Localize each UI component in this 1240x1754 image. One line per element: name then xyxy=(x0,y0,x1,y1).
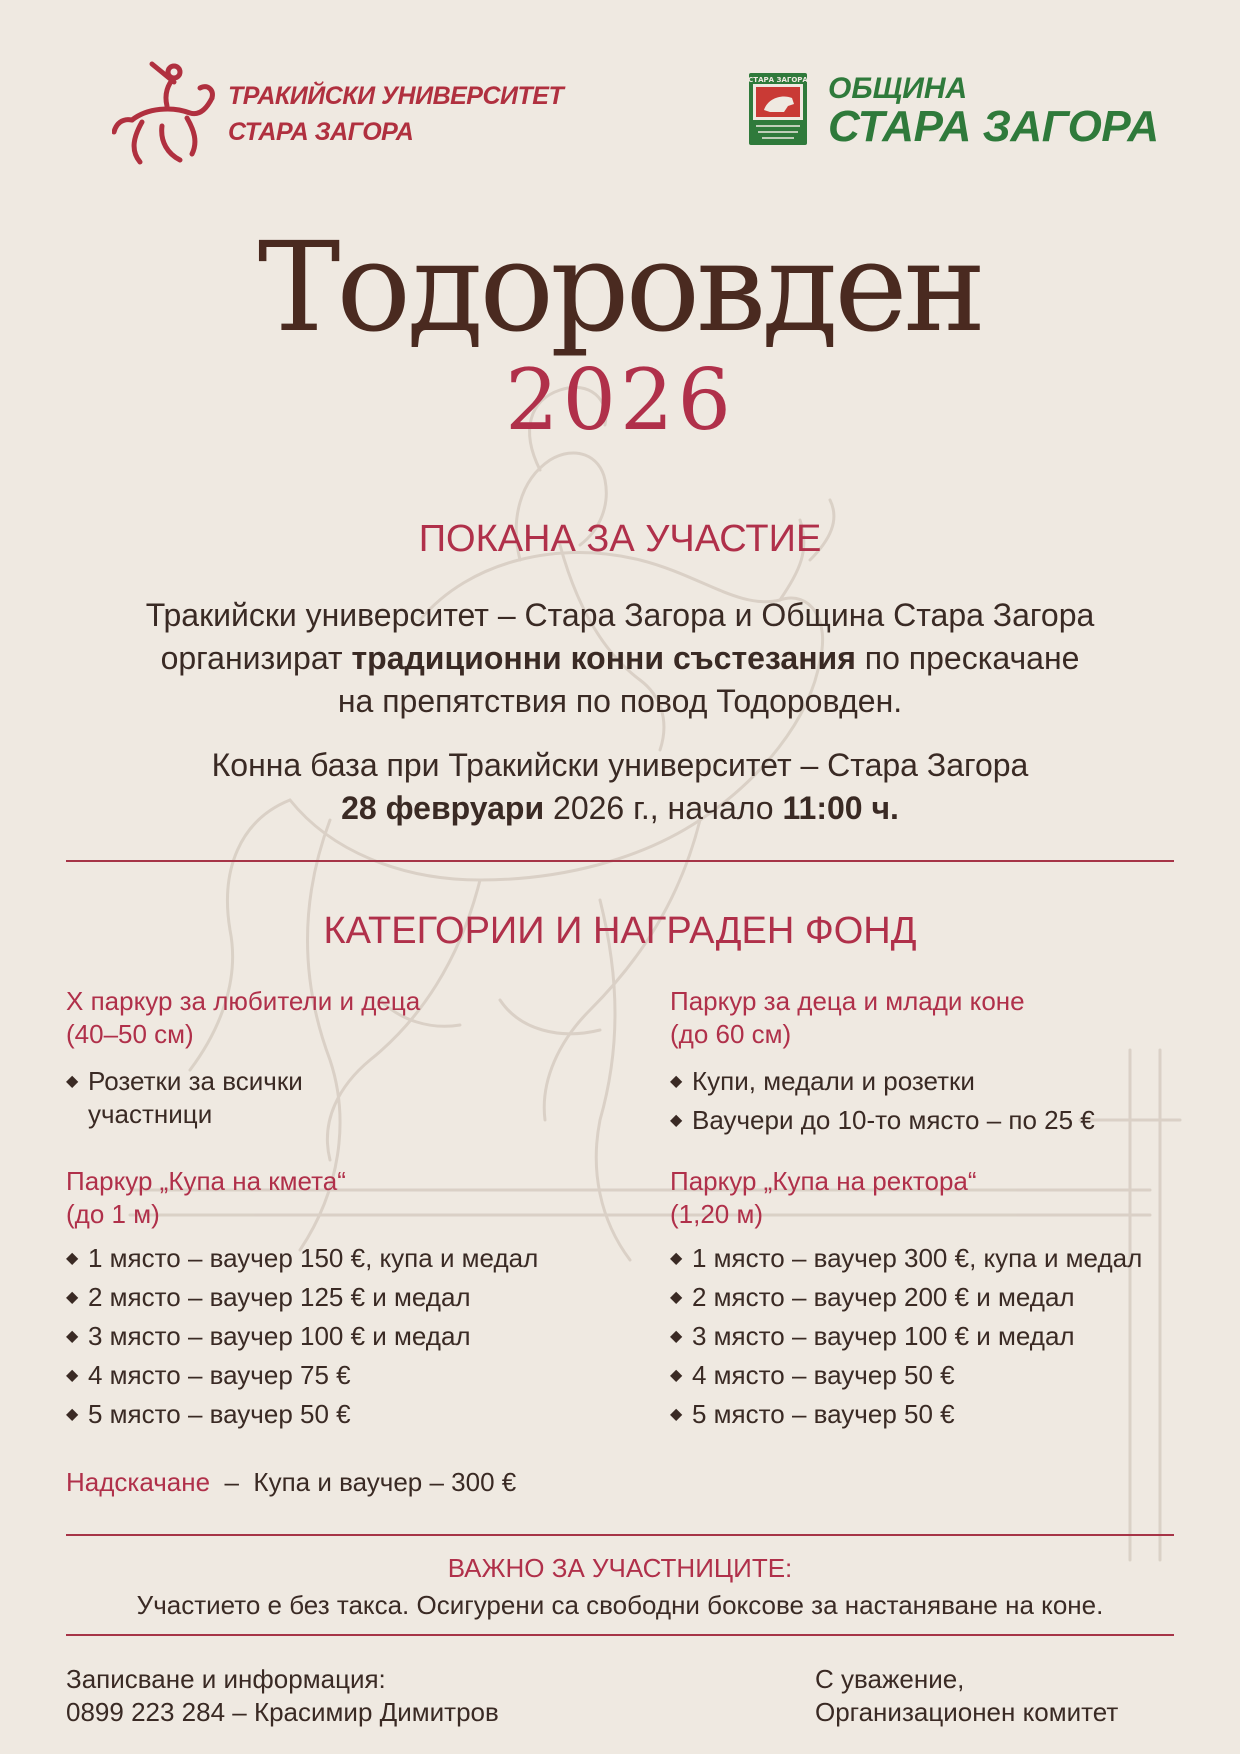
category-rector-cup-title-line2: (1,20 м) xyxy=(670,1199,764,1229)
divider xyxy=(66,1534,1174,1536)
category-amateurs-title-line2: (40–50 см) xyxy=(66,1019,194,1049)
list-item-continuation: участници xyxy=(88,1099,213,1129)
category-amateurs-prizes xyxy=(66,1065,303,1098)
event-date: 28 февруари xyxy=(341,790,545,826)
page-title: Тодоровден xyxy=(257,216,983,360)
regards-text: С уважение, xyxy=(815,1664,965,1694)
category-rector-cup-title xyxy=(670,1165,977,1231)
list-item: ◆ Розетки за всички xyxy=(66,1065,303,1098)
invitation-line2-post: по прескачане xyxy=(855,640,1080,676)
category-young-horses-title-line1: Паркур за деца и млади коне xyxy=(670,986,1025,1016)
date-mid-text: 2026 г., начало xyxy=(544,790,783,826)
list-item: ◆ 4 място – ваучер 75 € xyxy=(66,1359,538,1392)
list-item: ◆ Ваучери до 10-то място – по 25 € xyxy=(670,1104,1095,1137)
divider xyxy=(66,1634,1174,1636)
divider xyxy=(66,860,1174,862)
list-item: ◆ 1 място – ваучер 300 €, купа и медал xyxy=(670,1242,1142,1275)
high-jump-prize: – Купа и ваучер – 300 € xyxy=(210,1467,517,1497)
list-item: ◆ 5 място – ваучер 50 € xyxy=(66,1398,538,1431)
high-jump-category xyxy=(66,1467,516,1498)
list-item: ◆ 1 място – ваучер 150 €, купа и медал xyxy=(66,1242,538,1275)
university-name xyxy=(228,78,563,150)
date-time-text xyxy=(0,787,1240,830)
coat-of-arms-icon xyxy=(748,72,808,146)
list-item: ◆ 3 място – ваучер 100 € и медал xyxy=(66,1320,538,1353)
invitation-line3: на препятствия по повод Тодоровден. xyxy=(337,683,903,719)
high-jump-label: Надскачане xyxy=(66,1467,211,1497)
category-young-horses-prizes xyxy=(670,1065,1095,1143)
venue-text: Конна база при Тракийски университет – Стара Загора xyxy=(211,747,1029,783)
municipality-logo xyxy=(748,72,1159,152)
invitation-line1: Тракийски университет – Стара Загора и Община Стара Загора xyxy=(145,597,1095,633)
title-year: 2026 xyxy=(505,351,735,449)
category-young-horses-title-line2: (до 60 см) xyxy=(670,1019,792,1049)
signature xyxy=(815,1663,1118,1729)
list-item: ◆ Купи, медали и розетки xyxy=(670,1065,1095,1098)
category-rector-cup-title-line1: Паркур „Купа на ректора“ xyxy=(670,1166,977,1196)
municipality-line1: ОБЩИНА xyxy=(828,72,968,105)
category-amateurs-title xyxy=(66,985,420,1051)
registration-info xyxy=(66,1663,499,1729)
university-logo xyxy=(112,58,564,170)
list-item: ◆ 3 място – ваучер 100 € и медал xyxy=(670,1320,1142,1353)
categories-heading: КАТЕГОРИИ И НАГРАДЕН ФОНД xyxy=(323,910,917,952)
list-item: ◆ 2 място – ваучер 200 € и медал xyxy=(670,1281,1142,1314)
municipality-line2: СТАРА ЗАГОРА xyxy=(828,102,1159,151)
committee-text: Организационен комитет xyxy=(815,1697,1119,1727)
invitation-line2-pre: организират xyxy=(160,640,352,676)
category-mayor-cup-title-line2: (до 1 м) xyxy=(66,1199,160,1229)
category-mayor-cup-prizes xyxy=(66,1242,538,1437)
invitation-heading: ПОКАНА ЗА УЧАСТИЕ xyxy=(418,518,822,560)
registration-label: Записване и информация: xyxy=(66,1664,386,1694)
list-item: ◆ 4 място – ваучер 50 € xyxy=(670,1359,1142,1392)
horseman-icon xyxy=(112,58,222,170)
category-amateurs-title-line1: Х паркур за любители и деца xyxy=(66,986,421,1016)
category-mayor-cup-title xyxy=(66,1165,346,1231)
category-mayor-cup-title-line1: Паркур „Купа на кмета“ xyxy=(66,1166,346,1196)
category-young-horses-title xyxy=(670,985,1025,1051)
list-item: ◆ 5 място – ваучер 50 € xyxy=(670,1398,1142,1431)
list-item: ◆ 2 място – ваучер 125 € и медал xyxy=(66,1281,538,1314)
category-rector-cup-prizes xyxy=(670,1242,1142,1437)
contact-phone: 0899 223 284 – Красимир Димитров xyxy=(66,1697,499,1727)
event-time: 11:00 ч. xyxy=(782,790,899,826)
important-text: Участието е без такса. Осигурени са свободни боксове за настаняване на коне. xyxy=(136,1590,1104,1620)
invitation-line2 xyxy=(0,637,1240,680)
university-name-line1: ТРАКИЙСКИ УНИВЕРСИТЕТ xyxy=(228,82,564,110)
invitation-line2-bold: традиционни конни състезания xyxy=(351,640,856,676)
crest-text: СТАРА ЗАГОРА xyxy=(748,76,808,84)
university-name-line2: СТАРА ЗАГОРА xyxy=(228,118,414,146)
important-heading: ВАЖНО ЗА УЧАСТНИЦИТЕ: xyxy=(447,1553,793,1583)
